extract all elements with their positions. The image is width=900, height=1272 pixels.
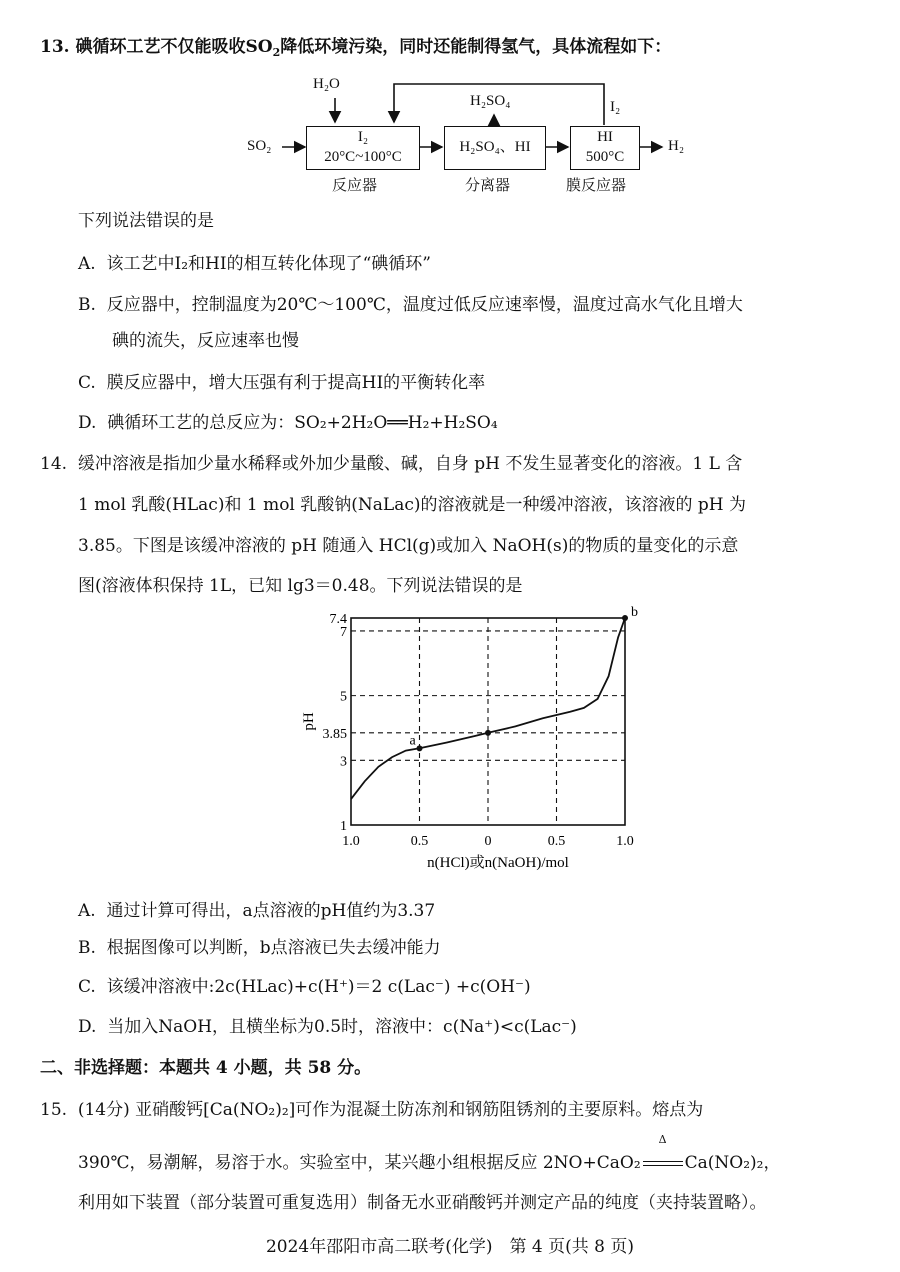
membrane-reactor-label: 膜反应器 [566, 176, 627, 194]
q14-option-b: B. 根据图像可以判断，b点溶液已失去缓冲能力 [78, 938, 441, 958]
x-axis-label: n(HCl)或n(NaOH)/mol [427, 855, 569, 871]
separator-label: 分离器 [465, 176, 511, 194]
q14-option-d: D. 当加入NaOH，且横坐标为0.5时，溶液中：c(Na⁺)<c(Lac⁻) [78, 1017, 577, 1037]
q13-option-b-cont: 碘的流失，反应速率也慢 [112, 331, 299, 351]
y-tick-label: 3 [340, 754, 347, 770]
reactor-label: 反应器 [332, 176, 378, 194]
y-axis-label: pH [301, 712, 317, 731]
x-tick-label: 0.5 [547, 834, 566, 849]
point-a [417, 745, 423, 751]
q14-stem-line2: 1 mol 乳酸(HLac)和 1 mol 乳酸钠(NaLac)的溶液就是一种缓冲溶液，该溶液的 pH 为 [78, 495, 747, 515]
q14-stem-line3: 3.85。下图是该缓冲溶液的 pH 随通入 HCl(g)或加入 NaOH(s)的物质的量变化的示意 [78, 536, 739, 556]
point-label-b: b [631, 605, 638, 620]
membrane-reactor-box: HI 500°C [570, 126, 640, 170]
q14-stem-line1: 14. 缓冲溶液是指加少量水稀释或外加少量酸、碱，自身 pH 不发生显著变化的溶液。1 L 含 [40, 454, 743, 474]
y-tick-label: 7.4 [329, 612, 347, 627]
q14-option-a: A. 通过计算可得出，a点溶液的pH值约为3.37 [78, 901, 436, 921]
point-label-a: a [409, 733, 416, 749]
h2-label: H₂ [668, 138, 685, 154]
h2o-label: H₂O [313, 76, 340, 92]
h2so4-out-label: H₂SO₄ [470, 93, 511, 109]
y-tick-label: 7 [340, 624, 347, 640]
delta-sign: Δ [658, 1133, 667, 1146]
q14-option-c: C. 该缓冲溶液中:2c(HLac)+c(H⁺)＝2 c(Lac⁻) +c(OH⁻) [78, 977, 531, 997]
x-tick-label: 0 [484, 834, 492, 849]
flow-arrows [0, 0, 900, 200]
q13-option-b: B. 反应器中，控制温度为20℃～100℃，温度过低反应速率慢，温度过高水气化且增大 [78, 295, 743, 315]
y-tick-label: 5 [340, 689, 347, 705]
midpoint-marker [485, 730, 491, 736]
page-footer: 2024年邵阳市高二联考(化学) 第 4 页(共 8 页) [265, 1237, 635, 1257]
q15-line1: 15. (14分) 亚硝酸钙[Ca(NO₂)₂]可作为混凝土防冻剂和钢筋阻锈剂的主要原料。熔点为 [40, 1100, 704, 1120]
q13-option-c: C. 膜反应器中，增大压强有利于提高HI的平衡转化率 [78, 373, 486, 393]
q15-line2: 390℃，易潮解，易溶于水。实验室中，某兴趣小组根据反应 2NO+CaO₂ Δ Ca(NO₂)₂， [78, 1133, 781, 1173]
i2-return-label: I₂ [610, 99, 621, 115]
q15-line3: 利用如下装置（部分装置可重复选用）制备无水亚硝酸钙并测定产品的纯度（夹持装置略）。 [78, 1193, 767, 1213]
reactor-box: I₂ 20°C~100°C [306, 126, 420, 170]
section-2-title: 二、非选择题：本题共 4 小题，共 58 分。 [40, 1058, 372, 1078]
y-tick-label: 1 [340, 819, 347, 834]
x-tick-label: 1.0 [342, 834, 360, 849]
q14-stem-line4: 图(溶液体积保持 1L，已知 lg3＝0.48。下列说法错误的是 [78, 576, 523, 596]
x-tick-label: 1.0 [616, 834, 634, 849]
q13-stem: 13. 碘循环工艺不仅能吸收$SO_2$降低环境污染，同时还能制得氢气，具体流程如下： [40, 37, 672, 59]
q13-option-a: A. 该工艺中I₂和HI的相互转化体现了“碘循环” [78, 254, 431, 274]
separator-box: H₂SO₄、HI [444, 126, 546, 170]
y-tick-label: 3.85 [322, 726, 347, 742]
so2-label: SO₂ [247, 138, 272, 154]
x-tick-label: 0.5 [410, 834, 429, 849]
ph-chart [290, 605, 650, 880]
point-b [622, 615, 628, 621]
q13-option-d: D. 碘循环工艺的总反应为：SO₂+2H₂O══H₂+H₂SO₄ [78, 413, 498, 433]
q13-question: 下列说法错误的是 [78, 211, 214, 231]
